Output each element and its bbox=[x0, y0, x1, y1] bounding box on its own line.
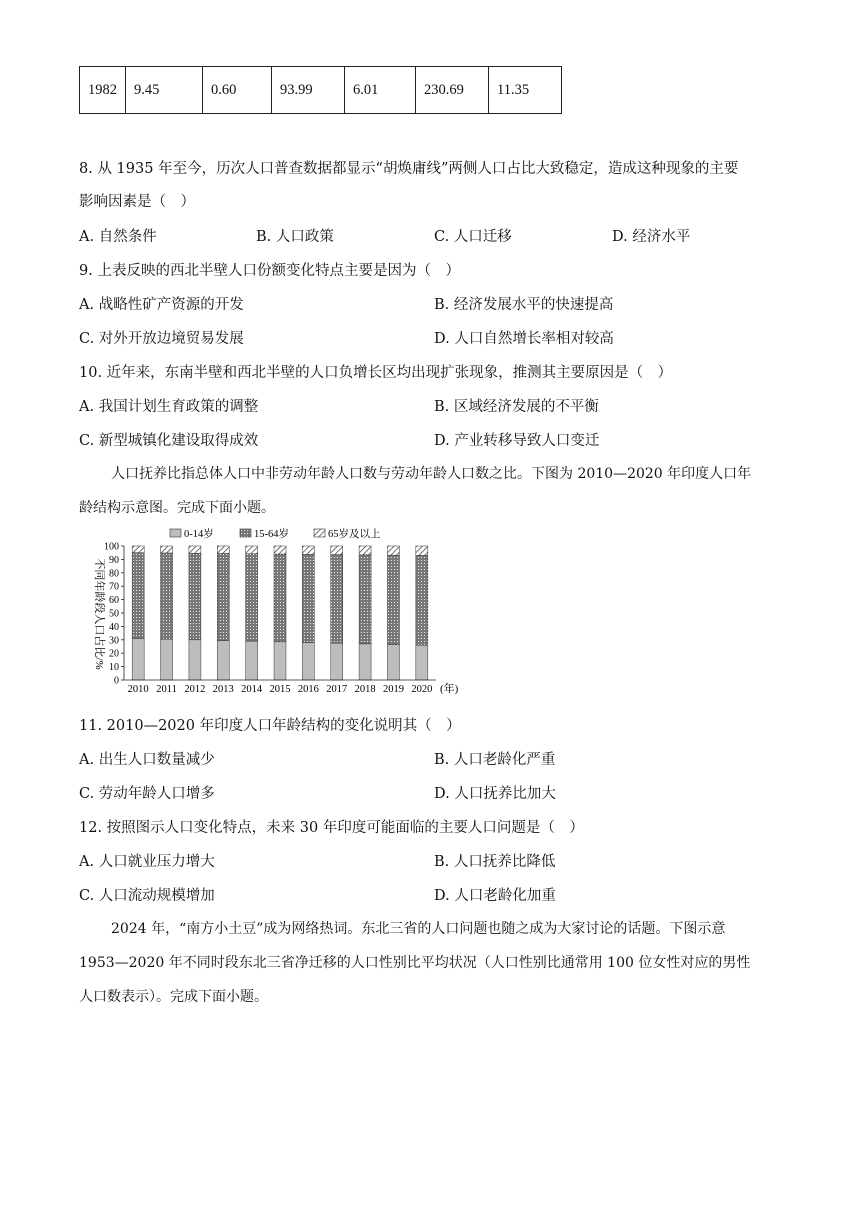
question-12-stem: 12. 按照图示人口变化特点，未来 30 年印度可能面临的主要人口问题是（ ） bbox=[79, 820, 584, 836]
bar-65岁及以上-2018 bbox=[359, 546, 371, 555]
y-tick-label: 70 bbox=[109, 581, 119, 593]
question-8-stem-cont: 影响因素是（ ） bbox=[79, 194, 195, 210]
legend-swatch bbox=[170, 529, 181, 537]
table-cell: 1982 bbox=[80, 67, 126, 114]
bar-15-64岁-2010 bbox=[132, 553, 144, 639]
y-tick-label: 80 bbox=[109, 568, 119, 580]
question-12-option-c: C. 人口流动规模增加 bbox=[79, 888, 215, 904]
intro-paragraph-1: 人口抚养比指总体人口中非劳动年龄人口数与劳动年龄人口数之比。下图为 2010—2020 年印度人口年 bbox=[111, 466, 752, 482]
question-11-option-d: D. 人口抚养比加大 bbox=[434, 786, 556, 802]
y-tick-label: 100 bbox=[104, 541, 119, 553]
intro-paragraph-2-cont-2: 人口数表示）。完成下面小题。 bbox=[79, 989, 268, 1005]
bar-0-14岁-2014 bbox=[246, 641, 258, 680]
bar-15-64岁-2020 bbox=[416, 555, 428, 645]
x-tick-label: 2015 bbox=[269, 684, 291, 695]
bar-65岁及以上-2015 bbox=[274, 546, 286, 554]
x-axis-unit: (年) bbox=[440, 683, 459, 695]
bar-15-64岁-2015 bbox=[274, 554, 286, 642]
question-8-option-d: D. 经济水平 bbox=[612, 229, 691, 245]
bar-0-14岁-2015 bbox=[274, 642, 286, 680]
bar-15-64岁-2018 bbox=[359, 555, 371, 644]
bar-0-14岁-2012 bbox=[189, 640, 201, 680]
question-9-option-c: C. 对外开放边境贸易发展 bbox=[79, 331, 244, 347]
bar-15-64岁-2011 bbox=[161, 553, 173, 639]
bar-0-14岁-2011 bbox=[161, 639, 173, 680]
chart-bars bbox=[132, 546, 428, 680]
question-10-option-d: D. 产业转移导致人口变迁 bbox=[434, 433, 600, 449]
bar-15-64岁-2012 bbox=[189, 553, 201, 640]
bar-15-64岁-2016 bbox=[302, 554, 314, 642]
bar-0-14岁-2016 bbox=[302, 642, 314, 680]
bar-15-64岁-2017 bbox=[331, 555, 343, 644]
bar-65岁及以上-2010 bbox=[132, 546, 144, 553]
legend-label: 15-64岁 bbox=[254, 529, 289, 540]
y-tick-label: 20 bbox=[109, 648, 119, 660]
x-tick-label: 2018 bbox=[354, 684, 376, 695]
y-tick-label: 10 bbox=[109, 662, 119, 674]
question-9-option-b: B. 经济发展水平的快速提高 bbox=[434, 297, 614, 313]
table-row bbox=[80, 67, 562, 114]
bar-0-14岁-2010 bbox=[132, 638, 144, 680]
legend-swatch bbox=[240, 529, 251, 537]
bar-65岁及以上-2014 bbox=[246, 546, 258, 554]
table-cell: 0.60 bbox=[203, 67, 272, 114]
x-tick-label: 2020 bbox=[411, 684, 433, 695]
x-tick-label: 2012 bbox=[184, 684, 206, 695]
question-8-option-b: B. 人口政策 bbox=[256, 229, 334, 245]
question-8-option-a: A. 自然条件 bbox=[79, 229, 157, 245]
question-9-stem: 9. 上表反映的西北半壁人口份额变化特点主要是因为（ ） bbox=[79, 263, 460, 279]
table-cell: 6.01 bbox=[345, 67, 416, 114]
bar-0-14岁-2013 bbox=[217, 640, 229, 680]
table-cell: 93.99 bbox=[272, 67, 345, 114]
question-11-option-c: C. 劳动年龄人口增多 bbox=[79, 786, 215, 802]
y-tick-label: 30 bbox=[109, 635, 119, 647]
bar-0-14岁-2018 bbox=[359, 644, 371, 680]
x-tick-label: 2011 bbox=[156, 684, 177, 695]
x-tick-label: 2016 bbox=[297, 684, 319, 695]
x-tick-label: 2010 bbox=[127, 684, 149, 695]
legend-label: 65岁及以上 bbox=[328, 529, 381, 540]
legend-label: 0-14岁 bbox=[184, 529, 214, 540]
bar-15-64岁-2019 bbox=[387, 555, 399, 644]
question-10-option-b: B. 区域经济发展的不平衡 bbox=[434, 399, 599, 415]
question-10-stem: 10. 近年来，东南半壁和西北半壁的人口负增长区均出现扩张现象，推测其主要原因是（ ） bbox=[79, 365, 673, 381]
y-tick-label: 60 bbox=[109, 595, 119, 607]
y-tick-label: 0 bbox=[114, 675, 119, 687]
question-9-option-d: D. 人口自然增长率相对较高 bbox=[434, 331, 614, 347]
question-11-option-a: A. 出生人口数量减少 bbox=[79, 752, 215, 768]
bar-15-64岁-2014 bbox=[246, 554, 258, 641]
legend-swatch bbox=[314, 529, 325, 537]
x-tick-label: 2017 bbox=[326, 684, 348, 695]
bar-65岁及以上-2011 bbox=[161, 546, 173, 553]
x-axis bbox=[124, 680, 436, 695]
bar-0-14岁-2019 bbox=[387, 644, 399, 680]
x-tick-label: 2013 bbox=[212, 684, 234, 695]
question-10-option-a: A. 我国计划生育政策的调整 bbox=[79, 399, 259, 415]
y-tick-label: 50 bbox=[109, 608, 119, 620]
x-tick-label: 2019 bbox=[382, 684, 404, 695]
bar-65岁及以上-2016 bbox=[302, 546, 314, 554]
y-axis-label: 不同年龄段人口占比/% bbox=[93, 558, 105, 670]
intro-paragraph-2: 2024 年，“南方小土豆”成为网络热词。东北三省的人口问题也随之成为大家讨论的话题。下图示意 bbox=[111, 921, 726, 937]
x-tick-label: 2014 bbox=[241, 684, 263, 695]
question-8-option-c: C. 人口迁移 bbox=[434, 229, 512, 245]
bar-15-64岁-2013 bbox=[217, 554, 229, 641]
question-9-option-a: A. 战略性矿产资源的开发 bbox=[79, 297, 244, 313]
intro-paragraph-2-cont: 1953—2020 年不同时段东北三省净迁移的人口性别比平均状况（人口性别比通常用 100 位女性对应的男性 bbox=[79, 955, 751, 971]
question-11-stem: 11. 2010—2020 年印度人口年龄结构的变化说明其（ ） bbox=[79, 718, 461, 734]
table-cell: 230.69 bbox=[416, 67, 489, 114]
bar-0-14岁-2017 bbox=[331, 643, 343, 680]
intro-paragraph-1-cont: 龄结构示意图。完成下面小题。 bbox=[79, 500, 275, 516]
question-12-option-a: A. 人口就业压力增大 bbox=[79, 854, 215, 870]
bar-0-14岁-2020 bbox=[416, 645, 428, 680]
india-age-structure-chart bbox=[82, 524, 482, 700]
bar-65岁及以上-2013 bbox=[217, 546, 229, 554]
bar-65岁及以上-2019 bbox=[387, 546, 399, 555]
question-12-option-d: D. 人口老龄化加重 bbox=[434, 888, 556, 904]
question-12-option-b: B. 人口抚养比降低 bbox=[434, 854, 556, 870]
question-10-option-c: C. 新型城镇化建设取得成效 bbox=[79, 433, 259, 449]
chart-legend bbox=[170, 527, 381, 540]
y-axis bbox=[104, 542, 124, 687]
population-share-table bbox=[79, 66, 562, 114]
question-8-stem: 8. 从 1935 年至今，历次人口普查数据都显示“胡焕庸线”两侧人口占比大致稳定，造成这种现象的主要 bbox=[79, 161, 739, 177]
y-tick-label: 40 bbox=[109, 621, 119, 633]
table-cell: 11.35 bbox=[489, 67, 562, 114]
bar-65岁及以上-2020 bbox=[416, 546, 428, 555]
bar-65岁及以上-2017 bbox=[331, 546, 343, 555]
question-11-option-b: B. 人口老龄化严重 bbox=[434, 752, 556, 768]
y-tick-label: 90 bbox=[109, 554, 119, 566]
table-cell: 9.45 bbox=[126, 67, 203, 114]
bar-65岁及以上-2012 bbox=[189, 546, 201, 553]
